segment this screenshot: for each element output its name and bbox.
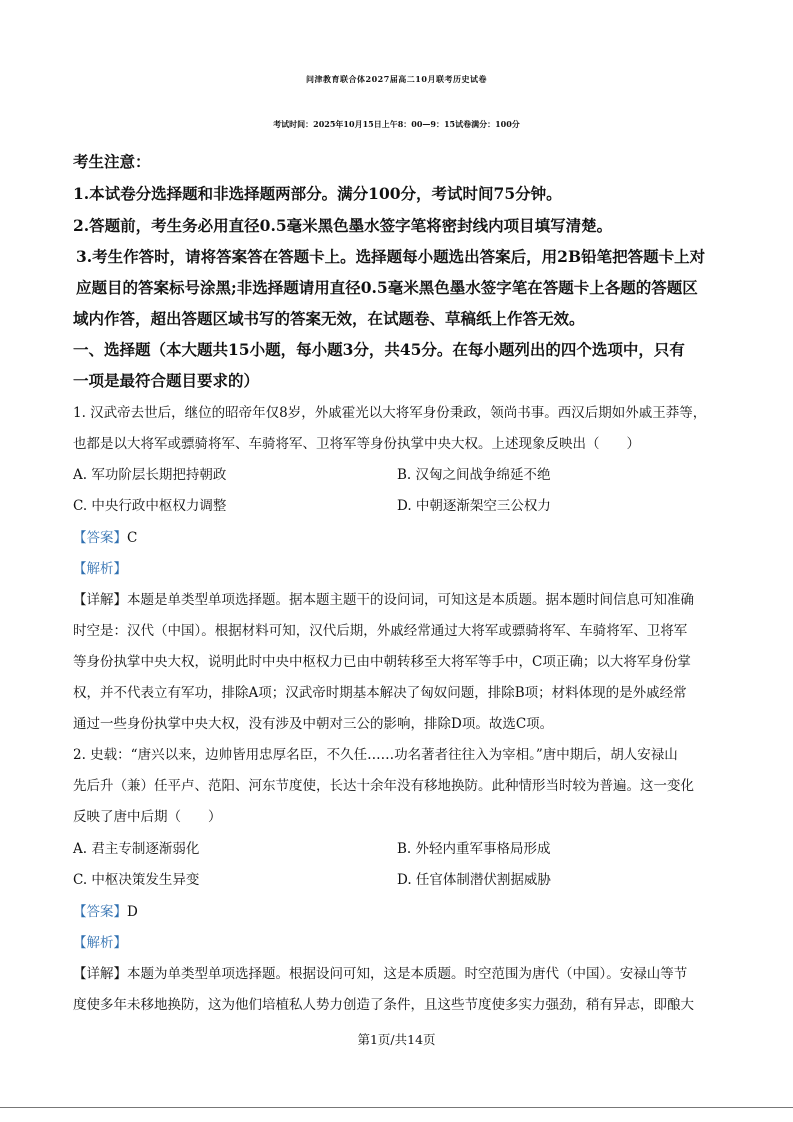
detail-text: 本题是单类型单项选择题。据本题主题干的设问词，可知这是本质题。据本题时间信息可知准确 (127, 592, 694, 608)
analysis-label: 【解析】 (73, 935, 127, 951)
analysis-label: 【解析】 (73, 561, 127, 577)
notice-heading: 考生注意： (73, 152, 151, 171)
section-heading: 一、选择题（本大题共15小题，每小题3分，共45分。在每小题列出的四个选项中，只有 (73, 340, 685, 359)
detail-label: 【详解】 (73, 966, 127, 982)
question-stem: 反映了唐中后期（ ） (73, 809, 222, 825)
question-stem: 也都是以大将军或骠骑将军、车骑将军、卫将军等身份执掌中央大权。上述现象反映出（ ） (73, 436, 640, 452)
option-d: D. 中朝逐渐架空三公权力 (397, 498, 551, 514)
detail-text: 权，并不代表立有军功，排除A项；汉武帝时期基本解决了匈奴问题，排除B项；材料体现的是外戚经常 (73, 685, 687, 701)
answer-value: D (127, 904, 138, 920)
detail-text: 等身份执掌中央大权，说明此时中央中枢权力已由中朝转移至大将军等手中，C项正确；以大将军身份掌 (73, 654, 691, 670)
page-footer: 第1页/共14页 (357, 1032, 436, 1047)
answer-label: 【答案】 (73, 904, 127, 920)
option-b: B. 汉匈之间战争绵延不绝 (397, 467, 551, 483)
detail-text: 度使多年未移地换防，这为他们培植私人势力创造了条件，且这些节度使多实力强劲，稍有异志，即酿大 (73, 997, 694, 1013)
option-c: C. 中央行政中枢权力调整 (73, 498, 227, 514)
option-a: A. 君主专制逐渐弱化 (73, 841, 200, 857)
detail-label: 【详解】 (73, 592, 127, 608)
detail-text: 本题为单类型单项选择题。根据设问可知，这是本质题。时空范围为唐代（中国）。安禄山等节 (127, 966, 688, 982)
section-heading: 一项是最符合题目要求的） (73, 371, 260, 390)
answer-line (73, 526, 137, 546)
exam-time-info: 考试时间：2025年10月15日上午8：00—9：15试卷满分：100分 (273, 119, 520, 129)
option-d: D. 任官体制潜伏割据威胁 (397, 872, 551, 888)
notice-item: 2.答题前，考生务必用直径0.5毫米黑色墨水签字笔将密封线内项目填写清楚。 (73, 216, 613, 235)
detail-line (73, 962, 687, 982)
question-stem: 先后升（兼）任平卢、范阳、河东节度使，长达十余年没有移地换防。此种情形当时较为普遍。这一变化 (73, 778, 694, 794)
option-a: A. 军功阶层长期把持朝政 (73, 467, 227, 483)
question-stem: 1. 汉武帝去世后，继位的昭帝年仅8岁，外戚霍光以大将军身份秉政，领尚书事。西汉后期如外戚王莽等， (73, 405, 707, 421)
answer-value: C (127, 530, 138, 546)
option-c: C. 中枢决策发生异变 (73, 872, 200, 888)
bottom-divider (0, 1107, 793, 1108)
notice-item: 域内作答，超出答题区域书写的答案无效，在试题卷、草稿纸上作答无效。 (73, 309, 585, 328)
answer-line (73, 900, 138, 920)
detail-line (73, 588, 694, 608)
notice-item: 应题目的答案标号涂黑;非选择题请用直径0.5毫米黑色墨水签字笔在答题卡上各题的答题区 (76, 278, 698, 297)
exam-title: 问津教育联合体2027届高二10月联考历史试卷 (306, 74, 487, 84)
option-b: B. 外轻内重军事格局形成 (397, 841, 551, 857)
answer-label: 【答案】 (73, 530, 127, 546)
notice-item: 1.本试卷分选择题和非选择题两部分。满分100分，考试时间75分钟。 (73, 184, 562, 203)
notice-item: 3.考生作答时，请将答案答在答题卡上。选择题每小题选出答案后，用2B铅笔把答题卡上对 (76, 247, 706, 266)
detail-text: 时空是：汉代（中国）。根据材料可知，汉代后期，外戚经常通过大将军或骠骑将军、车骑将军、卫将军 (73, 623, 688, 639)
question-stem: 2. 史载：“唐兴以来，边帅皆用忠厚名臣，不久任……功名著者往往入为宰相。”唐中期后，胡人安禄山 (73, 747, 678, 763)
detail-text: 通过一些身份执掌中央大权，没有涉及中朝对三公的影响，排除D项。故选C项。 (73, 716, 554, 732)
